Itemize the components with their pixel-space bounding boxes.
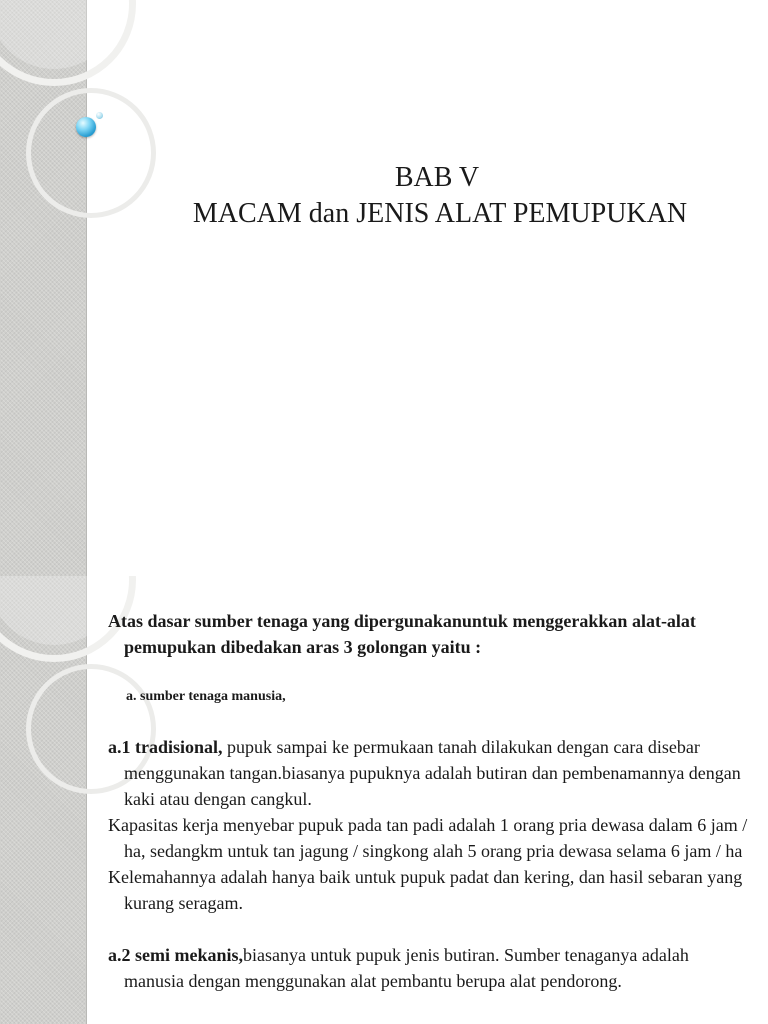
slide-title-block — [86, 160, 768, 232]
text-semi-mekanis: biasanya untuk pupuk jenis butiran. Sumber tenaganya adalah manusia dengan menggunakan alat pembantu berupa alat pendorong. — [124, 945, 689, 991]
decorative-side-strip — [0, 0, 87, 576]
small-bead-icon — [96, 112, 103, 119]
blue-bead-icon — [76, 117, 96, 137]
slide-content — [0, 576, 768, 1024]
paragraph-kelemahan: Kelemahannya adalah hanya baik untuk pupuk padat dan kering, dan hasil sebaran yang kurang seragam. — [108, 867, 743, 913]
intro-paragraph: Atas dasar sumber tenaga yang dipergunakanuntuk menggerakkan alat-alat pemupukan dibedakan aras 3 golongan yaitu : — [108, 611, 696, 657]
text-tradisional: pupuk sampai ke permukaan tanah dilakukan dengan cara disebar menggunakan tangan.biasanya pupuknya adalah butiran dan pembenamannya dengan kaki atau dengan cangkul. — [124, 737, 741, 809]
label-tradisional: a.1 tradisional, — [108, 737, 223, 757]
paragraph-semi-mekanis — [108, 942, 748, 994]
subheading-manusia: a. sumber tenaga manusia, — [126, 689, 286, 704]
label-semi-mekanis: a.2 semi mekanis, — [108, 945, 243, 965]
decorative-ring-icon — [0, 0, 136, 86]
slide-body — [108, 608, 748, 994]
decorative-side-strip — [0, 576, 87, 1024]
paragraph-kapasitas: Kapasitas kerja menyebar pupuk pada tan padi adalah 1 orang pria dewasa dalam 6 jam / ha, sedangkm untuk tan jagung / singkong alah 5 orang pria dewasa selama 6 jam / ha — [108, 815, 748, 861]
paragraph-tradisional — [108, 734, 748, 812]
chapter-title: BAB V — [394, 162, 480, 193]
chapter-subtitle: MACAM dan JENIS ALAT PEMUPUKAN — [192, 198, 688, 229]
